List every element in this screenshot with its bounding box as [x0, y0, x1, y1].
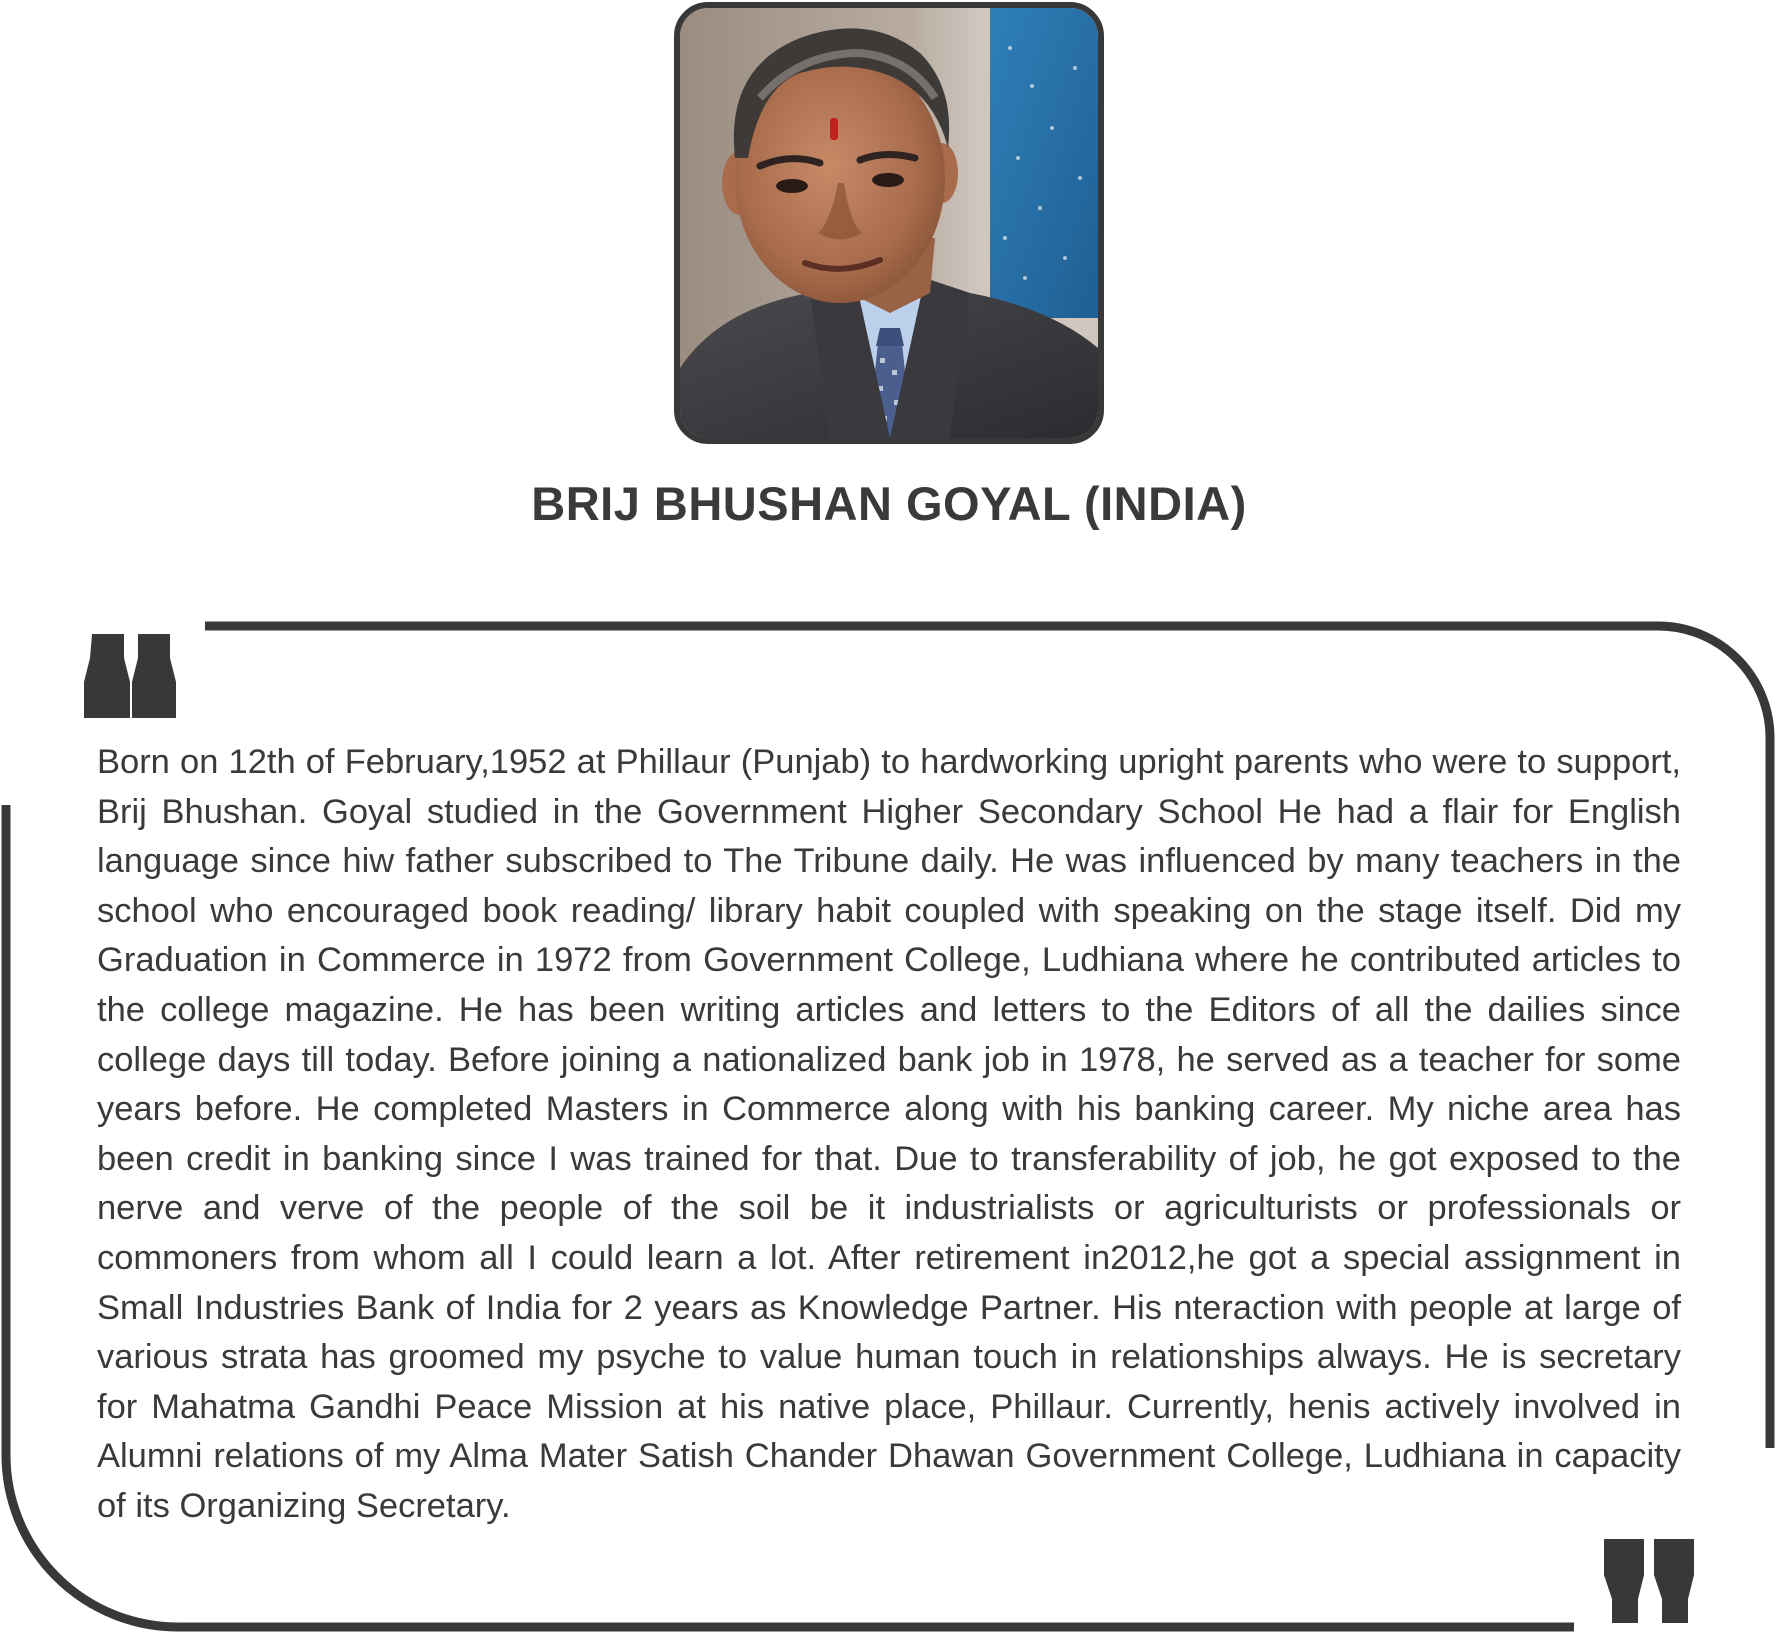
open-quote-icon [84, 630, 176, 722]
close-quote-icon [1604, 1535, 1696, 1627]
portrait-illustration [680, 8, 1098, 438]
portrait-photo [674, 2, 1104, 444]
person-name-heading: BRIJ BHUSHAN GOYAL (INDIA) [531, 477, 1247, 530]
biography-text: Born on 12th of February,1952 at Phillaur (Punjab) to hardworking upright parents who were to support, Brij Bhushan. Goyal studied in the Government Higher Secondary School He had a flair for English language since hiw father subscribed to The Tribune daily. He was influenced by many teachers in the school who encouraged book reading/ library habit coupled with speaking on the stage itself. Did my Graduation in Commerce in 1972 from Government College, Ludhiana where he contributed articles to the college magazine. He has been writing articles and letters to the Editors of all the dailies since college days till today. Before joining a nationalized bank job in 1978, he served as a teacher for some years before. He completed Masters in Commerce along with his banking career. My niche area has been credit in banking since I was trained for that. Due to transferability of job, he got exposed to the nerve and verve of the people of the soil be it industrialists or agriculturists or professionals or commoners from whom all I could learn a lot. After retirement in2012,he got a special assignment in Small Industries Bank of India for 2 years as Knowledge Partner. His nteraction with people at large of various strata has groomed my psyche to value human touch in relationships always. He is secretary for Mahatma Gandhi Peace Mission at his native place, Phillaur. Currently, henis actively involved in Alumni relations of my Alma Mater Satish Chander Dhawan Government College, Ludhiana in capacity of its Organizing Secretary. [97, 743, 1681, 1525]
